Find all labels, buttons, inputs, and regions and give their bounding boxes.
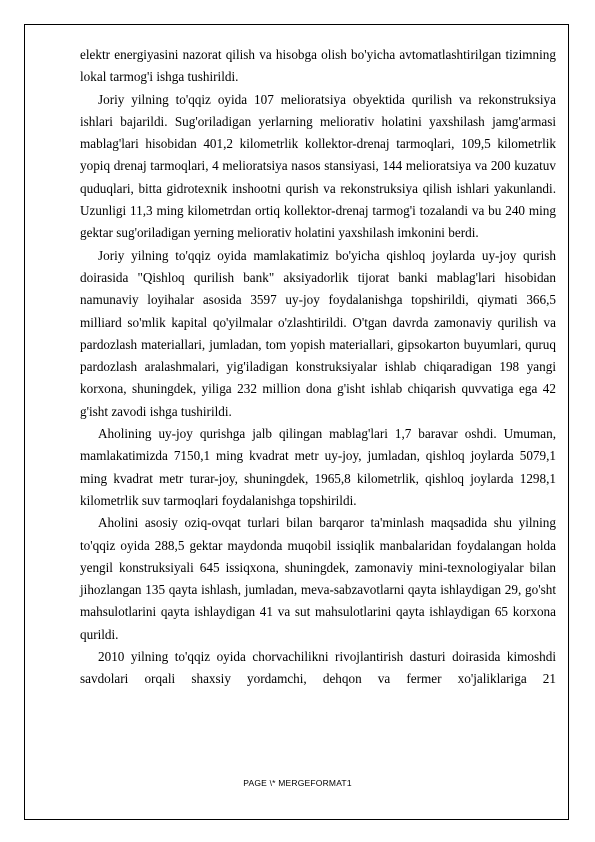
- document-body: [80, 44, 556, 691]
- paragraph-3: Joriy yilning to'qqiz oyida mamlakatimiz bo'yicha qishloq joylarda uy-joy qurish doirasida "Qishloq qurilish bank" aksiyadorlik tijorat banki mablag'lari hisobidan namunaviy loyihalar asosida 3597 uy-joy foydalanishga topshirildi, qiymati 366,5 milliard so'mlik kapital qo'yilmalar o'zlashtirildi. O'tgan davrda zamonaviy qurilish va pardozlash materiallari, jumladan, tom yopish materiallari, gipsokarton buyumlari, quruq pardozlash aralashmalari, yig'iladigan konstruksiyalar ishlab chiqaradigan 198 yangi korxona, shuningdek, yiliga 232 million dona g'isht ishlab chiqarish quvvatiga ega 42 g'isht zavodi ishga tushirildi.: [80, 247, 556, 419]
- paragraph-2: Joriy yilning to'qqiz oyida 107 melioratsiya obyektida qurilish va rekonstruksiya ishlari bajarildi. Sug'oriladigan yerlarning meliorativ holatini yaxshilash jamg'armasi mablag'lari hisobidan 401,2 kilometrlik kollektor-drenaj tarmoqlari, 109,5 kilometrlik yopiq drenaj tarmoqlari, 4 melioratsiya nasos stansiyasi, 144 melioratsiya va 200 kuzatuv quduqlari, bitta gidrotexnik inshootni qurish va rekonstruksiya qilish ishlari yakunlandi. Uzunligi 11,3 ming kilometrdan ortiq kollektor-drenaj tarmog'i tozalandi va bu 240 ming gektar sug'oriladigan yerning meliorativ holatini yaxshilash imkonini berdi.: [80, 91, 556, 241]
- paragraph-4: Aholining uy-joy qurishga jalb qilingan mablag'lari 1,7 baravar oshdi. Umuman, mamlakatimizda 7150,1 ming kvadrat metr uy-joy, jumladan, qishloq joylarda 5079,1 ming kvadrat metr turar-joy, shuningdek, 1965,8 kilometrlik, qishloq joylarda 1298,1 kilometrlik suv tarmoqlari foydalanishga topshirildi.: [80, 426, 556, 508]
- paragraph-6: 2010 yilning to'qqiz oyida chorvachilikni rivojlantirish dasturi doirasida kimoshdi savdolari orqali shaxsiy yordamchi, dehqon va fermer xo'jaliklariga 21: [80, 649, 556, 687]
- page-footer: PAGE \* MERGEFORMAT1: [243, 778, 352, 788]
- paragraph-1: elektr energiyasini nazorat qilish va hisobga olish bo'yicha avtomatlashtirilgan tizimning lokal tarmog'i ishga tushirildi.: [80, 47, 556, 85]
- paragraph-5: Aholini asosiy oziq-ovqat turlari bilan barqaror ta'minlash maqsadida shu yilning to'qqiz oyida 288,5 gektar maydonda muqobil issiqlik manbalaridan foydalangan holda yengil konstruksiyali 645 issiqxona, shuningdek, zamonaviy mini-texnologiyalar bilan jihozlangan 135 qayta ishlash, jumladan, meva-sabzavotlarni qayta ishlaydigan 29, go'sht mahsulotlarini qayta ishlaydigan 41 va sut mahsulotlarini qayta ishlaydigan 65 korxona qurildi.: [80, 515, 556, 642]
